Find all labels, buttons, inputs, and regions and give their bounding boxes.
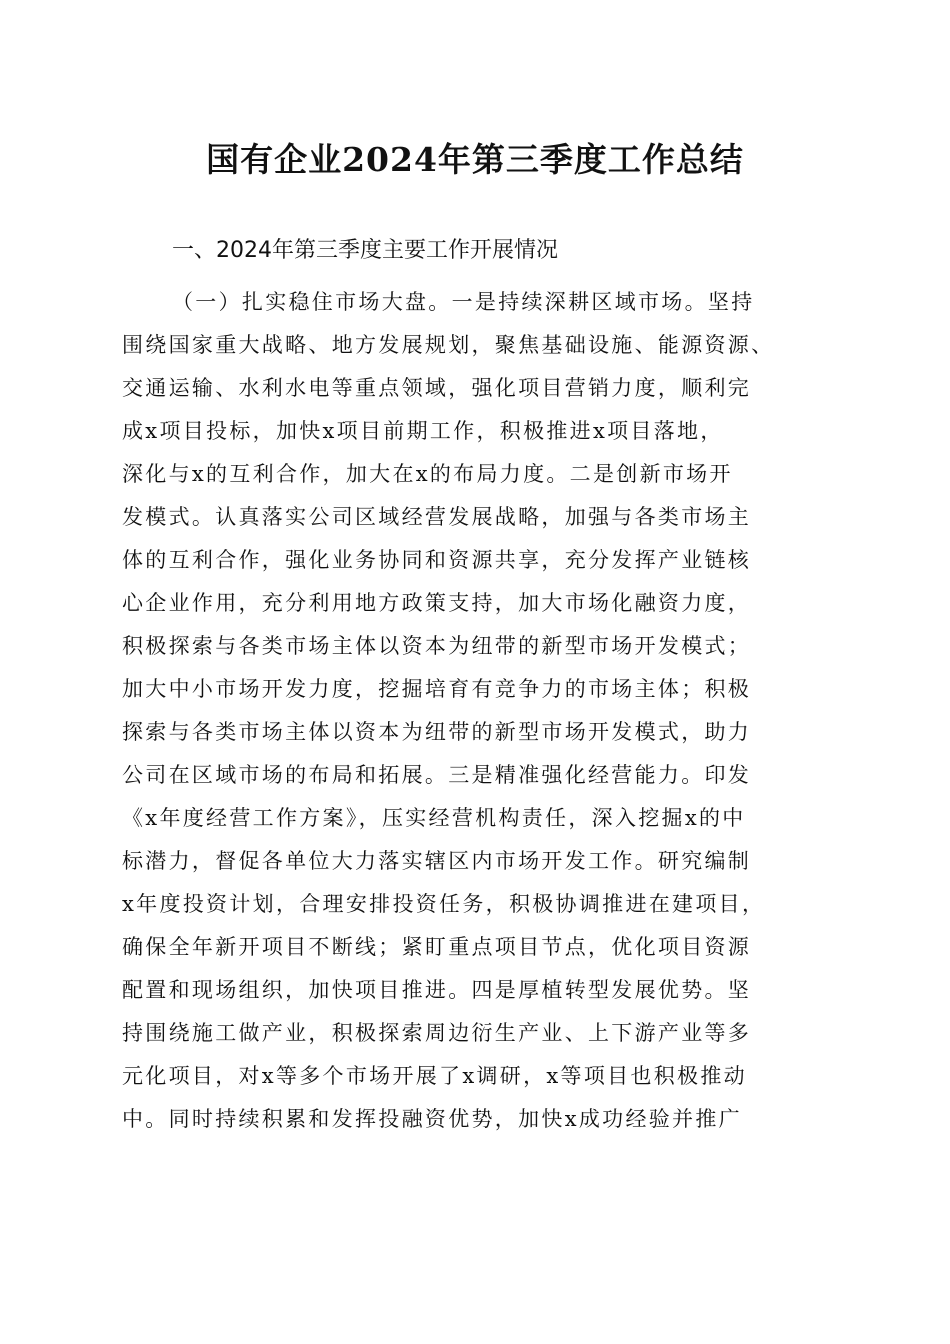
paragraph-line: 心企业作用，充分利用地方政策支持，加大市场化融资力度，	[122, 591, 752, 615]
paragraph-line: 元化项目，对x等多个市场开展了x调研，x等项目也积极推动	[122, 1064, 747, 1088]
paragraph-line: 配置和现场组织，加快项目推进。四是厚植转型发展优势。坚	[122, 978, 752, 1002]
paragraph-line: 公司在区域市场的布局和拓展。三是精准强化经营能力。印发	[122, 763, 752, 787]
paragraph-line: 围绕国家重大战略、地方发展规划，聚焦基础设施、能源资源、	[122, 333, 775, 357]
paragraph-line: x年度投资计划，合理安排投资任务，积极协调推进在建项目，	[122, 892, 766, 916]
paragraph-line: 中。同时持续积累和发挥投融资优势，加快x成功经验并推广	[122, 1107, 742, 1131]
section-heading: 一、2024年第三季度主要工作开展情况	[172, 238, 558, 263]
paragraph-line: 加大中小市场开发力度，挖掘培育有竞争力的市场主体；积极	[122, 677, 752, 701]
paragraph-line: 持围绕施工做产业，积极探索周边衍生产业、上下游产业等多	[122, 1021, 752, 1045]
paragraph-line: 确保全年新开项目不断线；紧盯重点项目节点，优化项目资源	[122, 935, 752, 959]
paragraph-body	[122, 281, 850, 1141]
paragraph-line: 探索与各类市场主体以资本为纽带的新型市场开发模式，助力	[122, 720, 752, 744]
paragraph-line: 标潜力，督促各单位大力落实辖区内市场开发工作。研究编制	[122, 849, 752, 873]
paragraph-line: （一）扎实稳住市场大盘。一是持续深耕区域市场。坚持	[172, 290, 755, 314]
paragraph-line: 体的互利合作，强化业务协同和资源共享，充分发挥产业链核	[122, 548, 752, 572]
paragraph-line: 成x项目投标，加快x项目前期工作，积极推进x项目落地，	[122, 419, 724, 443]
document-title: 国有企业2024年第三季度工作总结	[206, 140, 744, 179]
paragraph-line: 《x年度经营工作方案》，压实经营机构责任，深入挖掘x的中	[122, 806, 746, 830]
paragraph-line: 积极探索与各类市场主体以资本为纽带的新型市场开发模式；	[122, 634, 752, 658]
paragraph-line: 交通运输、水利水电等重点领域，强化项目营销力度，顺利完	[122, 376, 752, 400]
paragraph-line: 发模式。认真落实公司区域经营发展战略，加强与各类市场主	[122, 505, 752, 529]
paragraph-line: 深化与x的互利合作，加大在x的布局力度。二是创新市场开	[122, 462, 733, 486]
